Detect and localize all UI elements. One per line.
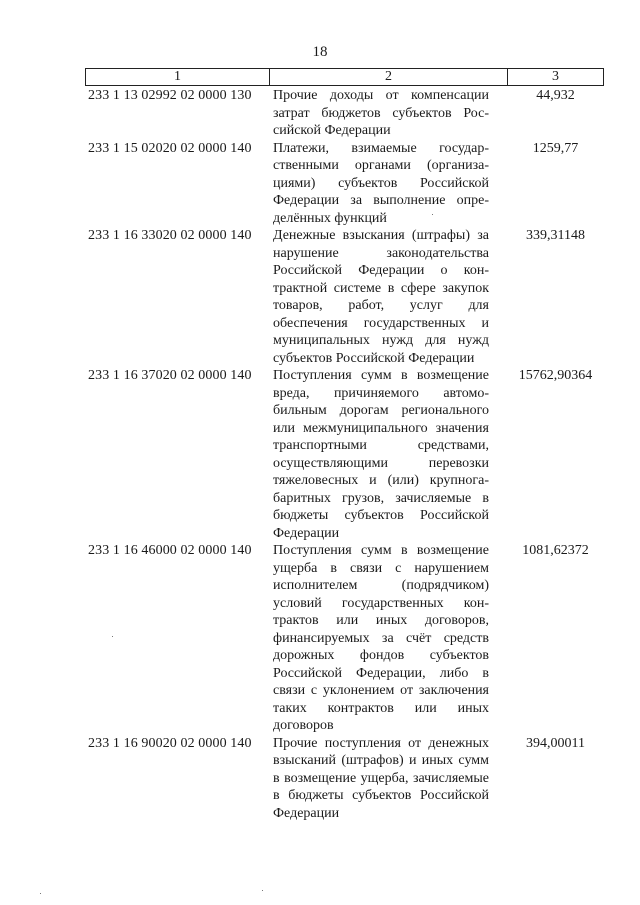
revenue-amount: 1259,77 bbox=[532, 140, 579, 156]
revenue-amount: 394,00011 bbox=[526, 735, 585, 751]
scan-speck bbox=[262, 890, 263, 891]
revenue-code: 233 1 16 90020 02 0000 140 bbox=[88, 735, 252, 751]
revenue-amount: 44,932 bbox=[536, 88, 575, 103]
revenue-description: Денежные взыскания (штрафы) за нарушение законодательства Российской Федерации о контрактной системе в сфере закупок товаров, работ, услуг для обеспечения государственных и муниципальных нужд для нужд субъектов Российской Федерации bbox=[273, 228, 489, 366]
revenue-description: Поступления сумм в возмещение ущерба в связи с нарушением исполнителем (подрядчиком) условий государственных контрактов или иных договоров, финансируемых за счёт средств дорожных фондов субъектов Российской Федерации, либо в связи с уклонением от заключения таких контрактов или иных договоров bbox=[273, 543, 489, 733]
table-row bbox=[85, 227, 604, 367]
revenue-amount: 15762,90364 bbox=[518, 368, 593, 383]
scan-speck bbox=[40, 893, 41, 894]
column-header-1: 1 bbox=[86, 69, 270, 85]
page-number: 18 bbox=[312, 44, 328, 60]
revenue-amount: 339,31148 bbox=[526, 228, 585, 243]
revenue-description: Поступления сумм в возмещение вреда, причиняемого автомобильным дорогам регионального или межмуниципального значения транспортными средствами, осуществляющими перевозки тяжеловесных и (или) крупногабаритных грузов, зачисляемые в бюджеты субъектов Российской Федерации bbox=[273, 368, 489, 541]
scan-speck bbox=[432, 214, 433, 215]
table-body bbox=[85, 87, 604, 822]
table-row bbox=[85, 542, 604, 735]
revenue-code: 233 1 16 33020 02 0000 140 bbox=[88, 228, 252, 243]
column-header-3: 3 bbox=[552, 69, 559, 84]
scan-speck bbox=[112, 636, 113, 637]
revenue-code: 233 1 16 46000 02 0000 140 bbox=[88, 543, 252, 558]
revenue-code: 233 1 13 02992 02 0000 130 bbox=[88, 88, 252, 103]
revenue-description: Прочие доходы от компенсации затрат бюджетов субъектов Российской Федерации bbox=[273, 88, 489, 138]
table-row bbox=[85, 140, 604, 228]
column-header-2: 2 bbox=[270, 69, 508, 85]
revenue-description: Прочие поступления от денежных взысканий (штрафов) и иных сумм в возмещение ущерба, зачисляемые в бюджеты субъектов Российской Федерации bbox=[273, 735, 489, 821]
revenue-code: 233 1 16 37020 02 0000 140 bbox=[88, 368, 252, 383]
revenue-code: 233 1 15 02020 02 0000 140 bbox=[88, 140, 252, 156]
table-header-row bbox=[85, 68, 604, 86]
revenue-description: Платежи, взимаемые государственными органами (организациями) субъектов Российской Федерации за выполнение определённых функций bbox=[273, 140, 489, 226]
table-row bbox=[85, 87, 604, 140]
table-row bbox=[85, 735, 604, 823]
table-row bbox=[85, 367, 604, 542]
revenue-amount: 1081,62372 bbox=[522, 543, 589, 558]
